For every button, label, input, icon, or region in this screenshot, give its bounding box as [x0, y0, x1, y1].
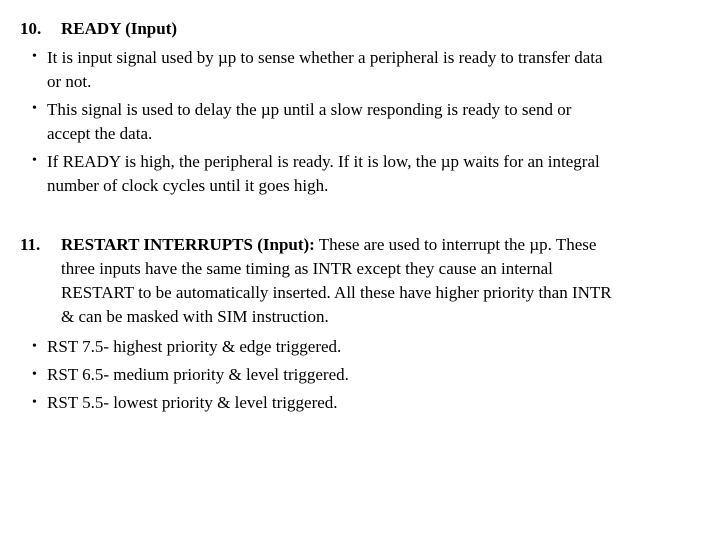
bullet-text-line: RST 7.5- highest priority & edge triggered. — [47, 337, 342, 356]
bullet-marker: • — [32, 395, 37, 410]
bullet-text-line: This signal is used to delay the µp until a slow responding is ready to send or — [47, 100, 572, 119]
section-10-heading: READY (Input) — [61, 19, 178, 38]
bullet-marker: • — [32, 153, 37, 168]
section-11-intro-text: These are used to interrupt the µp. These — [318, 235, 597, 254]
section-11-number: 11. — [20, 235, 41, 254]
bullet-marker: • — [32, 367, 37, 382]
bullet-text-line: RST 6.5- medium priority & level triggered. — [47, 365, 349, 384]
bullet-text-line: RST 5.5- lowest priority & level triggered. — [47, 393, 338, 412]
bullet-marker: • — [32, 49, 37, 64]
section-11-first-line — [61, 233, 596, 257]
bullet-marker: • — [32, 101, 37, 116]
section-10-number: 10. — [20, 19, 42, 38]
section-11-heading: RESTART INTERRUPTS (Input): — [61, 235, 315, 254]
bullet-text-line: number of clock cycles until it goes high. — [47, 176, 329, 195]
section-11-intro-line: RESTART to be automatically inserted. All these have higher priority than INTR — [61, 283, 612, 302]
bullet-text-line: or not. — [47, 72, 92, 91]
bullet-text-line: accept the data. — [47, 124, 153, 143]
bullet-text-line: If READY is high, the peripheral is ready. If it is low, the µp waits for an integral — [47, 152, 600, 171]
bullet-marker: • — [32, 339, 37, 354]
section-11-intro-line: three inputs have the same timing as INTR except they cause an internal — [61, 259, 553, 278]
bullet-text-line: It is input signal used by µp to sense whether a peripheral is ready to transfer data — [47, 48, 603, 67]
section-11-intro-line: & can be masked with SIM instruction. — [61, 307, 329, 326]
